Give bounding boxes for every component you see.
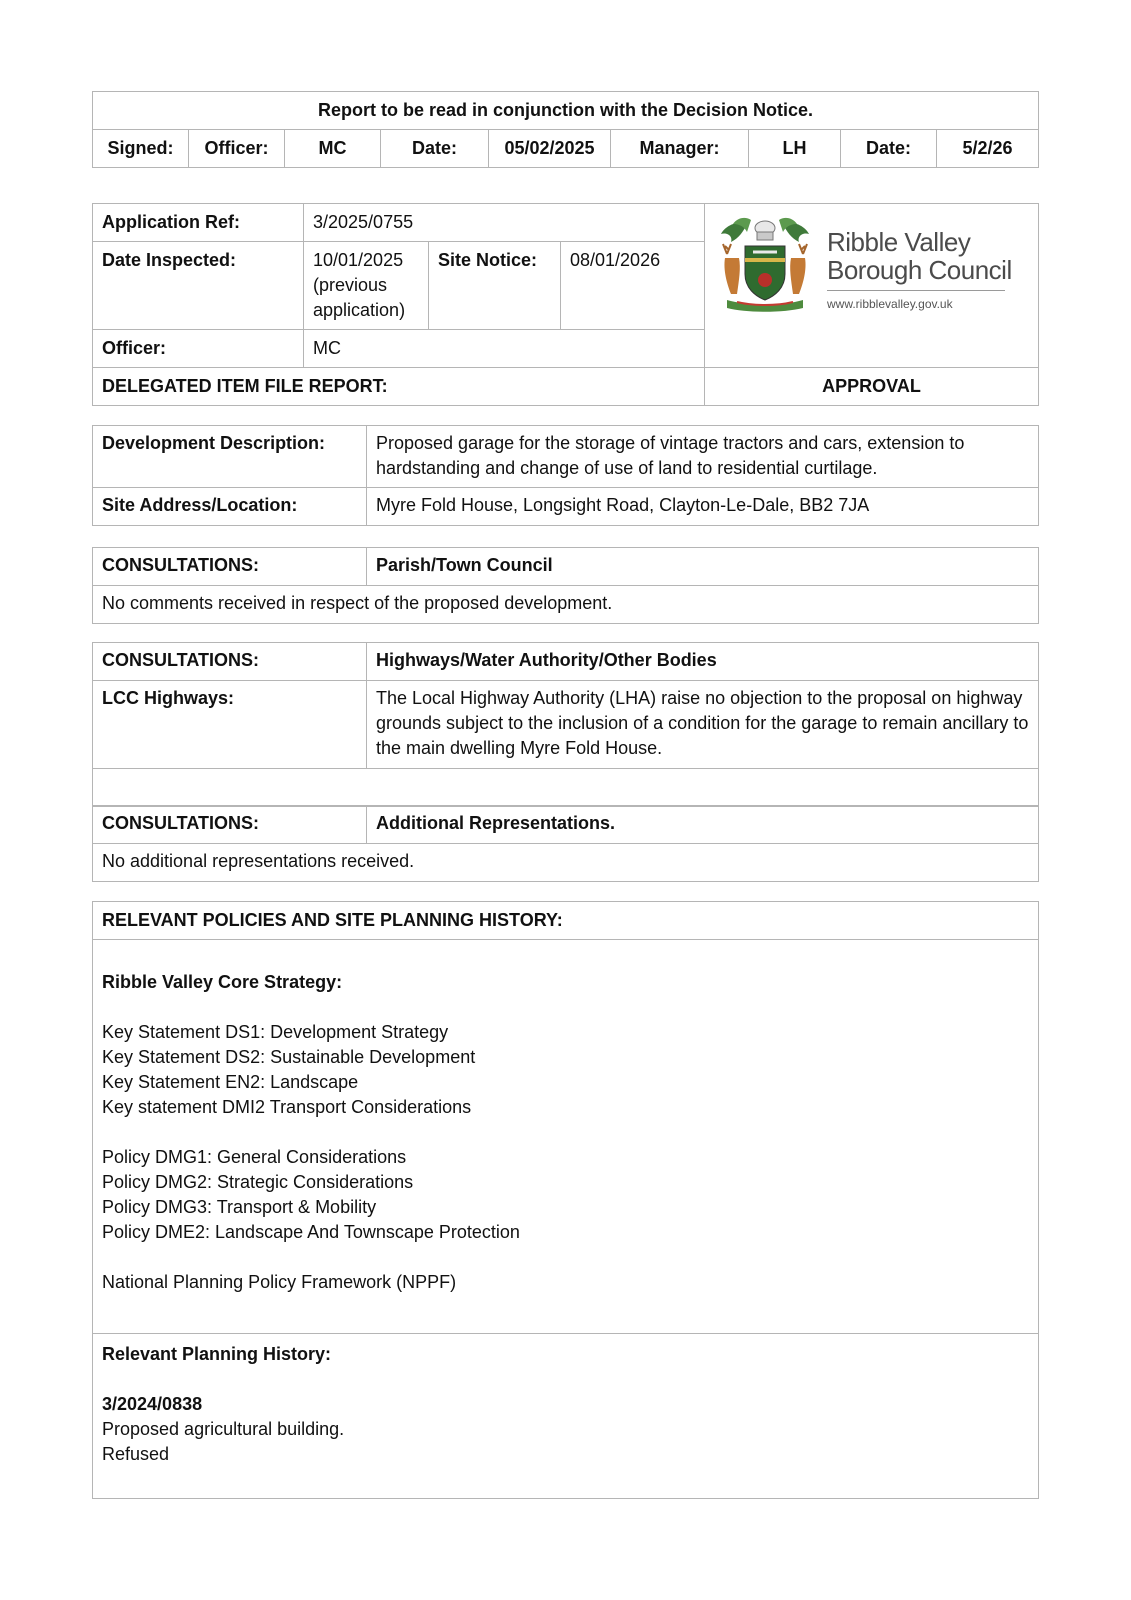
empty-row — [93, 769, 1039, 807]
officer-label: Officer: — [189, 130, 285, 168]
history-heading: Relevant Planning History: — [102, 1344, 332, 1364]
consultations-additional-table — [92, 805, 1039, 882]
description-label: Development Description: — [93, 426, 367, 488]
site-notice-label: Site Notice: — [429, 242, 561, 330]
highways-heading: Highways/Water Authority/Other Bodies — [367, 643, 1039, 681]
council-website: www.ribblevalley.gov.uk — [827, 297, 953, 311]
decision-badge: APPROVAL — [705, 368, 1039, 406]
report-title: Report to be read in conjunction with the Decision Notice. — [93, 92, 1039, 130]
consultations-label: CONSULTATIONS: — [93, 806, 367, 844]
key-statement: Key Statement EN2: Landscape — [102, 1072, 359, 1092]
key-statement: Key statement DMI2 Transport Considerations — [102, 1097, 472, 1117]
address-value: Myre Fold House, Longsight Road, Clayton-Le-Dale, BB2 7JA — [367, 488, 1039, 526]
additional-body: No additional representations received. — [93, 844, 1039, 882]
council-name-line1: Ribble Valley — [827, 227, 971, 257]
report-type-label: DELEGATED ITEM FILE REPORT: — [93, 368, 705, 406]
parish-body: No comments received in respect of the proposed development. — [93, 586, 1039, 624]
additional-heading: Additional Representations. — [367, 806, 1039, 844]
policies-heading: RELEVANT POLICIES AND SITE PLANNING HISTORY: — [93, 902, 1039, 940]
officer-value-2: MC — [304, 330, 705, 368]
parish-heading: Parish/Town Council — [367, 548, 1039, 586]
ref-label: Application Ref: — [93, 204, 304, 242]
core-strategy-section — [93, 940, 1039, 1334]
consultations-label: CONSULTATIONS: — [93, 548, 367, 586]
coat-of-arms-icon — [717, 214, 813, 314]
key-statement: Key Statement DS1: Development Strategy — [102, 1022, 449, 1042]
key-statement: Key Statement DS2: Sustainable Development — [102, 1047, 476, 1067]
officer-value: MC — [285, 130, 381, 168]
signed-label: Signed: — [93, 130, 189, 168]
planning-history-section — [93, 1334, 1039, 1499]
officer-label-2: Officer: — [93, 330, 304, 368]
application-table — [92, 203, 1039, 406]
site-notice-value: 08/01/2026 — [561, 242, 705, 330]
consultations-highways-table — [92, 642, 1039, 807]
inspected-value: 10/01/2025 (previous application) — [304, 242, 429, 330]
date-value: 05/02/2025 — [489, 130, 611, 168]
ref-value: 3/2025/0755 — [304, 204, 705, 242]
policy-item: Policy DMG1: General Considerations — [102, 1147, 407, 1167]
history-outcome: Refused — [102, 1444, 170, 1464]
manager-label: Manager: — [611, 130, 749, 168]
date2-value: 5/2/26 — [937, 130, 1039, 168]
history-description: Proposed agricultural building. — [102, 1419, 345, 1439]
development-table — [92, 425, 1039, 526]
manager-value: LH — [749, 130, 841, 168]
core-strategy-heading: Ribble Valley Core Strategy: — [102, 972, 343, 992]
highways-body-label: LCC Highways: — [93, 681, 367, 769]
policy-item: Policy DME2: Landscape And Townscape Protection — [102, 1222, 520, 1242]
inspected-label: Date Inspected: — [93, 242, 304, 330]
nppf-item: National Planning Policy Framework (NPPF) — [102, 1272, 457, 1292]
consultations-label: CONSULTATIONS: — [93, 643, 367, 681]
policy-item: Policy DMG3: Transport & Mobility — [102, 1197, 377, 1217]
council-logo — [705, 204, 1039, 368]
council-name-line2: Borough Council — [827, 255, 1012, 285]
history-ref: 3/2024/0838 — [102, 1394, 203, 1414]
date2-label: Date: — [841, 130, 937, 168]
description-value: Proposed garage for the storage of vintage tractors and cars, extension to hardstanding and change of use of land to residential curtilage. — [367, 426, 1039, 488]
policies-table — [92, 901, 1039, 1499]
logo-divider — [827, 290, 1005, 291]
date-label: Date: — [381, 130, 489, 168]
signoff-table — [92, 91, 1039, 168]
consultations-parish-table — [92, 547, 1039, 624]
policy-item: Policy DMG2: Strategic Considerations — [102, 1172, 414, 1192]
highways-body: The Local Highway Authority (LHA) raise no objection to the proposal on highway grounds subject to the inclusion of a condition for the garage to remain ancillary to the main dwelling Myre Fold House. — [367, 681, 1039, 769]
address-label: Site Address/Location: — [93, 488, 367, 526]
